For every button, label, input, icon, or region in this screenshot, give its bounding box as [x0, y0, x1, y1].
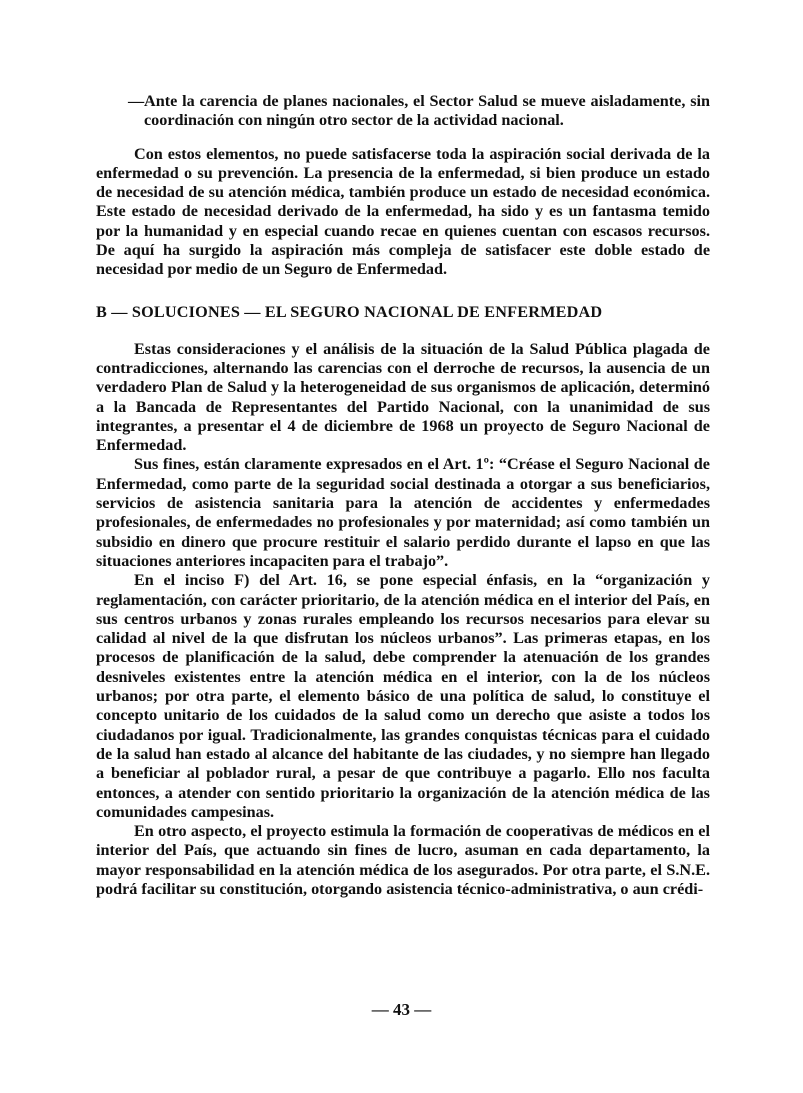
page-body [96, 92, 710, 899]
paragraph: Estas consideraciones y el análisis de la situación de la Salud Pública plagada de contradicciones, alternando las carencias con el derroche de recursos, la ausencia de un verdadero Plan de Salud y la heterogeneidad de sus organismos de aplicación, determinó a la Bancada de Representantes del Partido Nacional, con la unanimidad de sus integrantes, a presentar el 4 de diciembre de 1968 un proyecto de Seguro Nacional de Enfermedad. [96, 339, 710, 455]
paragraph: Sus fines, están claramente expresados en el Art. 1º: “Créase el Seguro Nacional de Enfermedad, como parte de la seguridad social destinada a otorgar a sus beneficiarios, servicios de asistencia sanitaria para la atención de accidentes y enfermedades profesionales, de enfermedades no profesionales y por maternidad; así como también un subsidio en dinero que procure restituir el salario perdido durante el lapso en que las situaciones anteriores incapaciten para el trabajo”. [96, 455, 710, 570]
list-item-text: Ante la carencia de planes nacionales, el Sector Salud se mueve aisladamente, sin coordinación con ningún otro sector de la actividad nacional. [144, 92, 710, 130]
dash-marker: — [128, 92, 145, 110]
section-heading: B — SOLUCIONES — EL SEGURO NACIONAL DE ENFERMEDAD [96, 302, 603, 321]
page-number: — 43 — [371, 1000, 432, 1019]
paragraph: Con estos elementos, no puede satisfacerse toda la aspiración social derivada de la enfermedad o su prevención. La presencia de la enfermedad, si bien produce un estado de necesidad de su atención médica, también produce un estado de necesidad económica. Este estado de necesidad derivado de la enfermedad, ha sido y es un fantasma temido por la humanidad y en especial cuando recae en quienes cuentan con escasos recursos. De aquí ha surgido la aspiración más compleja de satisfacer este doble estado de necesidad por medio de un Seguro de Enfermedad. [96, 144, 710, 279]
list-item [128, 92, 710, 131]
paragraph: En el inciso F) del Art. 16, se pone especial énfasis, en la “organización y reglamentación, con carácter prioritario, de la atención médica en el interior del País, en sus centros urbanos y zonas rurales empleando los recursos necesarios para elevar su calidad al nivel de la que disfrutan los núcleos urbanos”. Las primeras etapas, en los procesos de planificación de la salud, debe comprender la atenuación de los grandes desniveles existentes entre la atención médica en el interior, con la de los núcleos urbanos; por otra parte, el elemento básico de una política de salud, lo constituye el concepto unitario de los cuidados de la salud como un derecho que asiste a todos los ciudadanos por igual. Tradicionalmente, las grandes conquistas técnicas para el cuidado de la salud han estado al alcance del habitante de las ciudades, y no siempre han llegado a beneficiar al poblador rural, a pesar de que contribuye a pagarlo. Ello nos faculta entonces, a atender con sentido prioritario la organización de la atención médica de las comunidades campesinas. [96, 571, 710, 821]
paragraph: En otro aspecto, el proyecto estimula la formación de cooperativas de médicos en el interior del País, que actuando sin fines de lucro, asuman en cada departamento, la mayor responsabilidad en la atención médica de los asegurados. Por otra parte, el S.N.E. podrá facilitar su constitución, otorgando asistencia técnico-administrativa, o aun crédi- [96, 822, 710, 898]
